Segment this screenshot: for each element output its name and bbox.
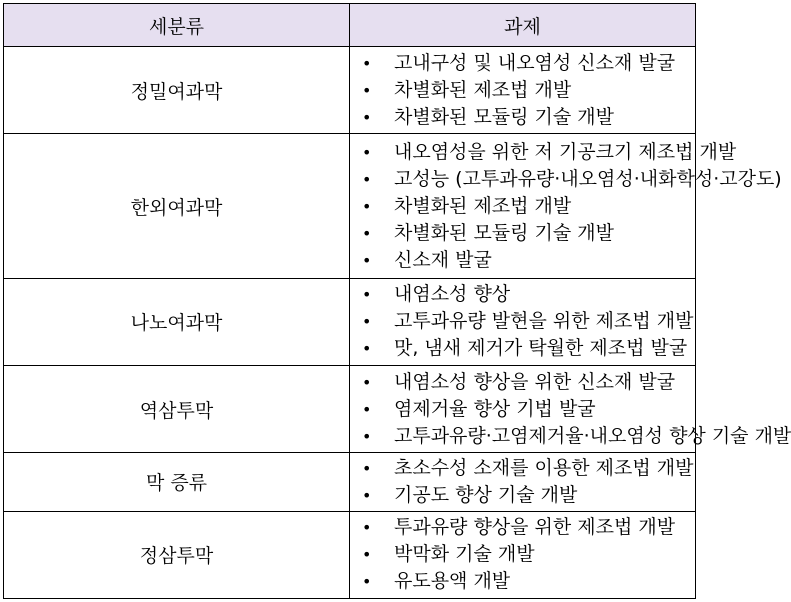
list-item: • 맛, 냄새 제거가 탁월한 제조법 발굴	[350, 335, 695, 362]
table-row	[4, 47, 696, 134]
category-cell: 나노여과막	[4, 278, 350, 365]
category-cell: 정삼투막	[4, 511, 350, 598]
header-task: 과제	[350, 4, 696, 47]
list-item: • 내염소성 향상을 위한 신소재 발굴	[350, 369, 695, 396]
list-item: • 차별화된 제조법 개발	[350, 77, 695, 104]
list-item: • 투과유량 향상을 위한 제조법 개발	[350, 514, 695, 541]
bullet-icon: •	[362, 518, 372, 538]
list-item: • 고투과유량 발현을 위한 제조법 개발	[350, 308, 695, 335]
list-item: • 차별화된 제조법 개발	[350, 193, 695, 220]
bullet-icon: •	[362, 426, 372, 446]
bullet-icon: •	[362, 107, 372, 127]
bullet-icon: •	[362, 53, 372, 73]
bullet-icon: •	[362, 196, 372, 216]
list-item: • 고투과유량·고염제거율·내오염성 향상 기술 개발	[350, 423, 695, 450]
list-item: • 차별화된 모듈링 기술 개발	[350, 104, 695, 131]
category-cell: 한외여과막	[4, 134, 350, 279]
bullet-icon: •	[362, 223, 372, 243]
bullet-icon: •	[362, 312, 372, 332]
table-row	[4, 278, 696, 365]
bullet-icon: •	[362, 339, 372, 359]
task-list	[350, 369, 791, 450]
table-row	[4, 366, 696, 453]
task-list	[350, 281, 695, 362]
bullet-icon: •	[362, 572, 372, 592]
list-item: • 기공도 향상 기술 개발	[350, 482, 695, 509]
bullet-icon: •	[362, 545, 372, 565]
bullet-icon: •	[362, 80, 372, 100]
list-item: • 고성능 (고투과유량·내오염성·내화학성·고강도)	[350, 166, 695, 193]
bullet-icon: •	[362, 399, 372, 419]
list-item: • 신소재 발굴	[350, 247, 695, 274]
header-row	[4, 4, 696, 47]
task-list	[350, 455, 695, 509]
bullet-icon: •	[362, 250, 372, 270]
bullet-icon: •	[362, 485, 372, 505]
bullet-icon: •	[362, 169, 372, 189]
task-table	[3, 3, 791, 599]
task-list	[350, 139, 782, 274]
list-item: • 유도용액 개발	[350, 568, 695, 595]
list-item: • 박막화 기술 개발	[350, 541, 695, 568]
list-item: • 염제거율 향상 기법 발굴	[350, 396, 695, 423]
bullet-icon: •	[362, 142, 372, 162]
bullet-icon: •	[362, 285, 372, 305]
list-item: • 차별화된 모듈링 기술 개발	[350, 220, 695, 247]
bullet-icon: •	[362, 458, 372, 478]
header-category: 세분류	[4, 4, 350, 47]
table-row	[4, 453, 696, 511]
list-item: • 내염소성 향상	[350, 281, 695, 308]
bullet-icon: •	[362, 372, 372, 392]
table-row	[4, 134, 696, 279]
category-cell: 막 증류	[4, 453, 350, 511]
list-item: • 내오염성을 위한 저 기공크기 제조법 개발	[350, 139, 695, 166]
table-row	[4, 511, 696, 598]
task-list	[350, 50, 695, 131]
list-item: • 고내구성 및 내오염성 신소재 발굴	[350, 50, 695, 77]
category-cell: 역삼투막	[4, 366, 350, 453]
list-item: • 초소수성 소재를 이용한 제조법 개발	[350, 455, 695, 482]
category-cell: 정밀여과막	[4, 47, 350, 134]
task-list	[350, 514, 695, 595]
